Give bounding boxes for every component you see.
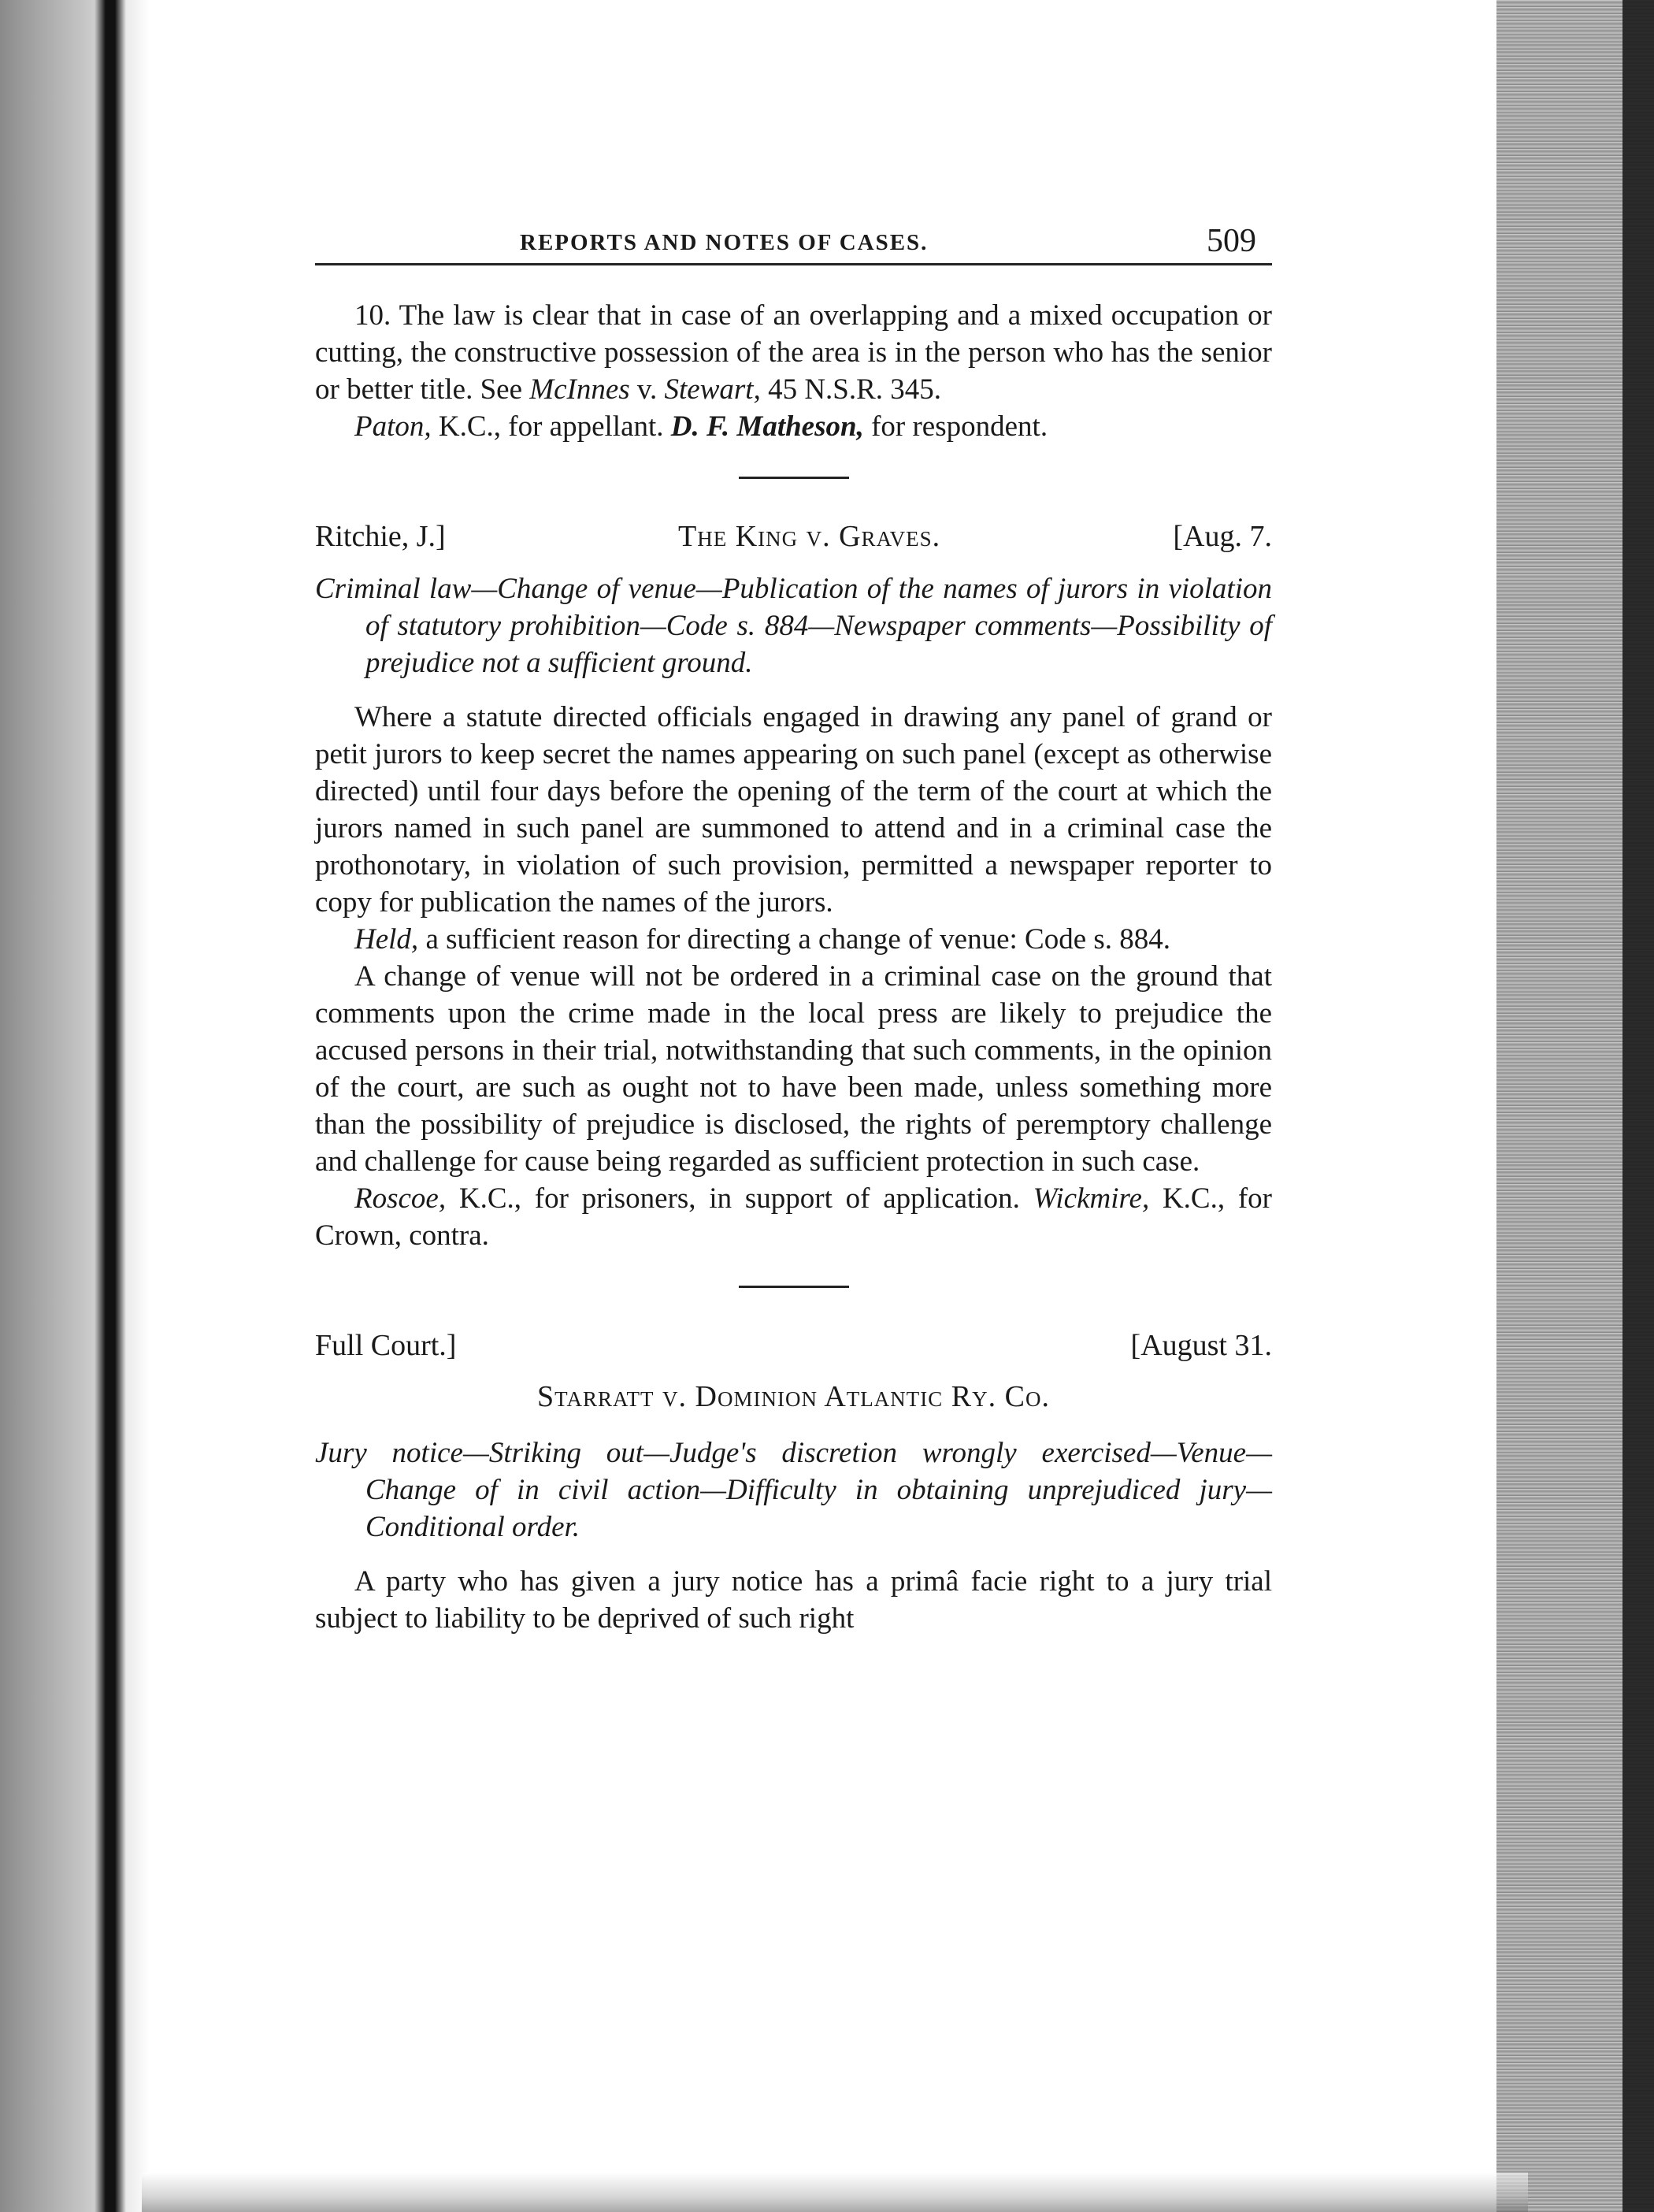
held-word: Held, [354, 923, 419, 956]
headnote: Criminal law—Change of venue—Publication of the names of jurors in violation of statutory prohibition—Code s. 884—Newspaper comments—Possibility of prejudice not a sufficient ground. [315, 573, 1272, 679]
scan-bottom-edge [142, 2173, 1528, 2212]
counsel-name: D. F. Matheson, [670, 410, 864, 443]
citation-mcinnes: McInnes [529, 373, 630, 406]
page-number: 509 [1207, 223, 1256, 259]
case-paragraph: A change of venue will not be ordered in a criminal case on the ground that comments upon the crime made in the local press are likely to prejudice the accused persons in their trial, notwithstanding that such comments, in the opinion of the court, are such as ought not to have been made, unless something more than the possibility of prejudice is disclosed, the rights of peremptory challenge and challenge for cause being regarded as sufficient protection in such case. [315, 960, 1272, 1178]
scan-right-border [1622, 0, 1654, 2212]
case-title: Starratt v. Dominion Atlantic Ry. Co. [537, 1380, 1050, 1413]
case-title: The King v. Graves. [677, 520, 941, 553]
counsel-name: Wickmire, [1033, 1182, 1150, 1215]
case-paragraph: A party who has given a jury notice has a primâ facie right to a jury trial subject to liability to be deprived of such right [315, 1565, 1272, 1635]
case-block-starratt [315, 1326, 1272, 1637]
page-content [315, 213, 1272, 1637]
paragraph-10: 10. The law is clear that in case of an overlapping and a mixed occupation or cutting, the constructive possession of the area is in the person who has the senior or better title. See McInnes v. Stewart, 45 N.S.R. 345. [315, 299, 1272, 406]
scan-left-edge [0, 0, 150, 2212]
citation-stewart: Stewart, [664, 373, 761, 406]
court-name: Full Court.] [315, 1329, 457, 1362]
running-head [315, 213, 1272, 265]
scan-binding-shadow [95, 0, 126, 2212]
section-divider [739, 1286, 849, 1288]
case-header-starratt [315, 1326, 1272, 1365]
counsel-line: Roscoe, K.C., for prisoners, in support of application. Wickmire, K.C., for Crown, contra. [315, 1182, 1273, 1252]
counsel-line-prior: Paton, K.C., for appellant. D. F. Matheson, for respondent. [354, 410, 1048, 443]
case-header-king-v-graves [315, 517, 1272, 556]
counsel-name: Roscoe, [354, 1182, 447, 1215]
section-divider [739, 477, 849, 479]
case-date: [August 31. [1130, 1329, 1272, 1362]
judge-name: Ritchie, J.] [315, 520, 446, 553]
headnote: Jury notice—Striking out—Judge's discretion wrongly exercised—Venue—Change of in civil action—Difficulty in obtaining unprejudiced jury—Conditional order. [315, 1437, 1272, 1543]
case-paragraph-held: Held, a sufficient reason for directing a change of venue: Code s. 884. [354, 923, 1171, 956]
counsel-name: Paton, [354, 410, 432, 443]
running-title: REPORTS AND NOTES OF CASES. [520, 230, 929, 255]
case-paragraph: Where a statute directed officials engaged in drawing any panel of grand or petit jurors to keep secret the names appearing on such panel (except as otherwise directed) until four days before the opening of the term of the court at which the jurors named in such panel are summoned to attend and in a criminal case the prothonotary, in violation of such provision, permitted a newspaper reporter to copy for publication the names of the jurors. [315, 701, 1272, 919]
case-date: [Aug. 7. [1173, 520, 1272, 553]
